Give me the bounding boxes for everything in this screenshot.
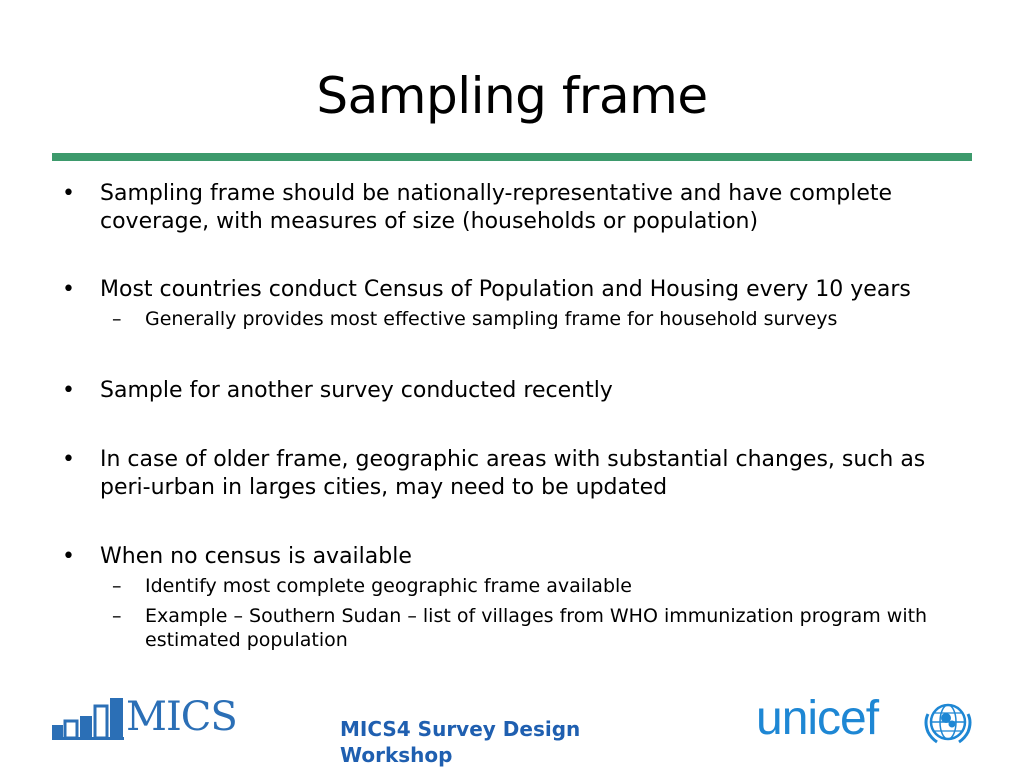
workshop-label: MICS4 Survey Design Workshop [340, 717, 581, 767]
bullet-dot: • [62, 378, 75, 403]
sub-bullet-dash: – [112, 575, 122, 597]
sub-bullet-text: Generally provides most effective sampling frame for household surveys [145, 308, 838, 330]
sub-bullet-item [60, 307, 980, 331]
bullet-item [60, 543, 980, 571]
sub-bullet-text: Example – Southern Sudan – list of villages from WHO immunization program with estimated population [145, 605, 928, 651]
bullet-text: In case of older frame, geographic areas with substantial changes, such as peri-urban in larges cities, may need to be updated [100, 447, 926, 500]
mics-logo-text: MICS [126, 694, 237, 740]
unicef-logo-text: unicef [756, 692, 879, 745]
bullet-item [60, 377, 980, 405]
bullet-text: Most countries conduct Census of Population and Housing every 10 years [100, 277, 911, 302]
sub-bullet-text: Identify most complete geographic frame available [145, 575, 632, 597]
sub-bullet-dash: – [112, 605, 122, 627]
sub-bullet-item [60, 604, 980, 652]
bullet-text: Sample for another survey conducted recently [100, 378, 613, 403]
bullet-item [60, 446, 980, 502]
bullet-dot: • [62, 447, 75, 472]
bullet-item [60, 276, 980, 304]
mics-logo [52, 694, 242, 740]
sub-bullet-dash: – [112, 308, 122, 330]
bullet-text: When no census is available [100, 544, 412, 569]
unicef-logo [756, 694, 976, 746]
title-divider [52, 153, 972, 161]
sub-bullet-item [60, 574, 980, 598]
bullet-dot: • [62, 181, 75, 206]
bullet-dot: • [62, 277, 75, 302]
unicef-emblem-icon [922, 698, 974, 746]
bullet-dot: • [62, 544, 75, 569]
slide-content [60, 180, 980, 652]
bullet-item [60, 180, 980, 236]
bullet-text: Sampling frame should be nationally-representative and have complete coverage, with measures of size (households or population) [100, 181, 893, 234]
mics-bars-icon [52, 698, 124, 740]
slide-title: Sampling frame [316, 67, 708, 125]
